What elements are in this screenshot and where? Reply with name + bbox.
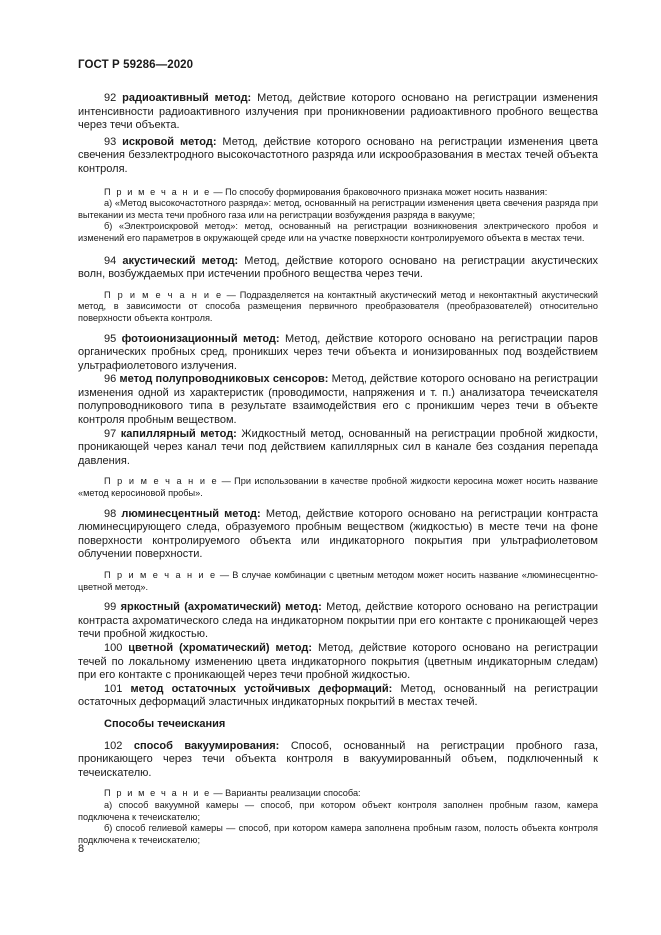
note-97	[78, 476, 598, 499]
document-body	[78, 92, 598, 846]
entry-number: 95	[104, 332, 117, 345]
entry-98	[78, 508, 598, 562]
entry-102	[78, 740, 598, 781]
document-header: ГОСТ Р 59286—2020	[78, 59, 194, 71]
section-heading: Способы течеискания	[104, 717, 226, 730]
note-label: П р и м е ч а н и е	[104, 289, 223, 300]
entry-text: Метод, действие которого основано на регистрации акустических волн, возбуждаемых при истечении пробного вещества через течи.	[78, 254, 599, 281]
entry-number: 93	[104, 135, 117, 148]
entry-text: Метод, действие которого основано на регистрации паров органических пробных сред, проникших через течи объекта и ионизированных под воздействием ультрафиолетового излучения.	[78, 332, 599, 372]
entry-term: метод полупроводниковых сенсоров:	[119, 373, 329, 386]
entry-number: 94	[104, 254, 117, 267]
entry-term: капиллярный метод:	[120, 427, 237, 440]
entry-text: Метод, действие которого основано на регистрации изменения интенсивности радиоактивного излучения при проникновении радиоактивного пробного вещества через течи объекта.	[78, 92, 599, 132]
note-93-item-a: а) «Метод высокочастотного разряда»: метод, основанный на регистрации изменения цвета свечения разряда при вытекании из места течи пробного газа или на регистрации возбуждения разряда в вакууме;	[78, 198, 598, 220]
entry-number: 96	[104, 373, 117, 386]
entry-number: 99	[104, 601, 117, 614]
entry-95	[78, 333, 598, 374]
note-102	[78, 788, 598, 800]
entry-99	[78, 601, 598, 642]
note-text: — Варианты реализации способа:	[213, 788, 361, 799]
note-102-item-b: б) способ гелиевой камеры — способ, при котором камера заполнена пробным газом, полость объекта контроля подключена к течеискателю;	[78, 823, 598, 845]
entry-94	[78, 255, 598, 282]
entry-term: способ вакуумирования:	[133, 739, 280, 752]
entry-text: Жидкостный метод, основанный на регистрации пробной жидкости, проникающей через канал течи под действием капиллярных сил в канале без создания перепада давления.	[78, 427, 598, 467]
note-text: — Подразделяется на контактный акустический метод и неконтактный акустический метод, в зависимости от способа размещения первичного преобразователя (преобразователей) относительно поверхности объекта контроля.	[78, 289, 598, 323]
entry-text: Метод, основанный на регистрации остаточных деформаций эластичных индикаторных покрытий в местах течей.	[78, 682, 599, 709]
entry-term: акустический метод:	[122, 254, 239, 267]
entry-number: 92	[104, 92, 117, 104]
entry-term: радиоактивный метод:	[122, 92, 252, 104]
entry-term: искровой метод:	[122, 135, 217, 148]
entry-93	[78, 136, 598, 177]
entry-text: Метод, действие которого основано на регистрации изменения цвета свечения безэлектродного высокочастотного разряда или искрообразования в местах течей объекта контроля.	[78, 135, 598, 175]
entry-92	[78, 92, 598, 133]
entry-96	[78, 373, 598, 427]
note-text: — При использовании в качестве пробной жидкости керосина может носить название «метод керосиновой пробы».	[78, 476, 598, 499]
entry-number: 102	[104, 739, 123, 752]
entry-term: фотоионизационный метод:	[121, 332, 280, 345]
note-98	[78, 570, 598, 593]
page-number: 8	[78, 843, 85, 855]
note-93	[78, 187, 598, 199]
entry-number: 98	[104, 507, 117, 520]
entry-text: Метод, действие которого основано на регистрации изменения одной из характеристик (проводимости, напряжения и т. п.) анализатора течеискателя полупроводникового типа в результате взаимодействия его с проникшим через течи в объекте контроля пробным веществом.	[78, 373, 598, 427]
entry-number: 101	[104, 682, 123, 695]
entry-term: цветной (хроматический) метод:	[128, 641, 313, 654]
note-label: П р и м е ч а н и е	[104, 788, 211, 799]
entry-text: Метод, действие которого основано на регистрации течей по локальному изменению цвета индикаторного покрытия (цветным индикаторным следам) при его контакте с проникающей через течи пробной жидкостью.	[78, 641, 598, 682]
entry-97	[78, 428, 598, 469]
note-label: П р и м е ч а н и е	[104, 476, 219, 487]
entry-101	[78, 683, 598, 710]
entry-term: яркостный (ахроматический) метод:	[120, 601, 322, 614]
entry-text: Способ, основанный на регистрации пробного газа, проникающего через течи объекта контроля в вакуумированный объем, подключенный к течеискателю.	[78, 739, 599, 779]
note-102-item-a: а) способ вакуумной камеры — способ, при котором объект контроля заполнен пробным газом, камера подключена к течеискателю;	[78, 799, 598, 822]
note-94	[78, 290, 598, 325]
note-label: П р и м е ч а н и е	[104, 186, 211, 197]
entry-term: люминесцентный метод:	[121, 507, 261, 520]
entry-term: метод остаточных устойчивых деформаций:	[130, 682, 393, 695]
note-93-item-b: б) «Электроискровой метод»: метод, основанный на регистрации возникновения электрического пробоя и изменений его параметров в окружающей среде или на участке поверхности контролируемого объекта в местах течи.	[78, 221, 598, 243]
entry-number: 100	[104, 641, 123, 654]
note-text: — В случае комбинации с цветным методом может носить название «люминесцентно-цветной метод».	[78, 570, 598, 592]
entry-100	[78, 642, 598, 683]
entry-number: 97	[104, 427, 117, 440]
entry-text: Метод, действие которого основано на регистрации контраста люминесцирующего следа, образуемого пробным веществом (жидкостью) в месте течи на фоне поверхности контролируемого объекта или индикаторного покрытия при ультрафиолетовом облучении поверхности.	[78, 507, 598, 561]
note-label: П р и м е ч а н и е	[104, 570, 217, 580]
note-text: — По способу формирования браковочного признака может носить названия:	[213, 186, 548, 197]
entry-text: Метод, действие которого основано на регистрации контраста ахроматического следа на индикаторном покрытии при его контакте с проникающей через течи пробной жидкостью.	[78, 601, 598, 641]
